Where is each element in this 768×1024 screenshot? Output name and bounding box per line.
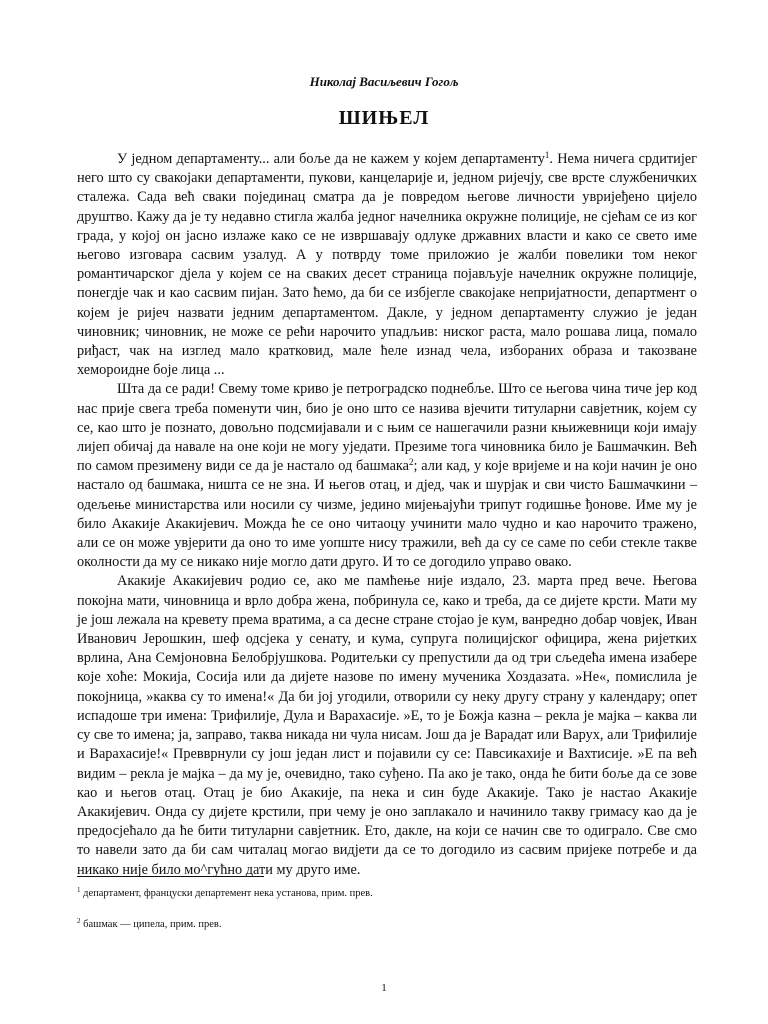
- footnote: [77, 919, 221, 930]
- footnote-mark: 1: [77, 886, 81, 894]
- footnote: [77, 888, 373, 899]
- document-title: ШИЊЕЛ: [338, 107, 430, 129]
- paragraph: [77, 572, 697, 879]
- paragraph: [77, 150, 697, 380]
- paragraph: [77, 380, 697, 572]
- footnote-divider: [77, 876, 264, 877]
- footnote-reference[interactable]: 1: [544, 150, 550, 160]
- paragraph-text: . Нема ничега срдитијег него што су свакојаки департаменти, пукови, канцеларије и, једном ријечју, све врсте службеничких сталежа. Сада већ сваки појединац сматра да је повредом његове личности увријеђено цијело друштво. Кажу да је ту недавно стигла жалба једног начелника окружне полиције, не сјећам се из ког града, у којој он јасно излаже како се не извршавају одлуке државних власти и како се свето име његово изговара сасвим узалуд. А у потврду томе приложио је жалби повелики том неког романтичарског дјела у којем се на сваких десет страница појављује начелник окружне полиције, понегдје чак и као сасвим пијан. Зато ћемо, да би се избјегле свакојаке непријатности, департмент о којем је ријеч назвати једним департаментом. Дакле, у једном департаменту служио је један чиновник; чиновник, не може се рећи нарочито упадљив: ниског раста, мало рошава лица, помало риђаст, чак на изглед мало кратковид, мале ћеле изнад чела, изборaних образа и такозване хемороидне боје лица ...: [77, 151, 697, 379]
- author-name: Николај Васиљевич Гогољ: [309, 74, 459, 89]
- paragraph-text: Акакије Акакијевич родио се, ако ме памћење није издало, 23. марта пред вече. Његова покојна мати, чиновница и врло добра жена, побринула се, како и треба, да се дијете крсти. Мати му је још лежала на кревету према вратима, а са десне стране стојао је кум, ванредно добар човјек, Иван Иванович Јерошкин, шеф одсјека у сенату, и кума, супруга полицијског официра, жена ријетких врлина, Ана Семјоновна Белобрјушкова. Родитељки су препустили да од три сљедећа имена изабере које хоће: Мокија, Сосија или да дијете назове по имену мученика Хоздазата. »Не«, помислила је покојница, »каква су то имена!« Да би јој угодили, отворили су неку другу страну у календару; опет испадоше три имена: Трифилије, Дула и Варахасије. »Е, то је Божја казна – рекла је мајка – каква ли су све то имена; ја, заправо, таква никада ни чула нисам. Још да је Варадат или Варух, али Трифилије и Варахасије!« Превврнули су још један лист и појавили су се: Павсикахије и Вахтисије. »Е па већ видим – рекла је мајка – да му је, очевидно, тако суђено. Па ако је тако, онда ће бити боље да се зове као и његов отац. Отац је био Акакије, па нека и син буде Акакије. Тако је настао Акакије Акакијевич. Онда су дијете крстили, при чему је оно заплакало и начинило такву гримасу као да је предосјећало да ће бити титуларни савјетник. Ето, дакле, на који се начин све то одиграло. Све смо то навели зато да би сам читалац могао видјети да се то догодило из сасвим пријеке потребе и да никако није било мо^гућно дати му друго име.: [77, 573, 697, 878]
- paragraph-text: ; али кад, у које вријеме и на који начин је оно настало од башмака, ништа се не зна. И његов отац, и дјед, чак и шурјак и сви чисто Башмачкини – одељење министарства или носили су чизме, једино мијењајући трипут годишње ђонове. Име му је било Акакије Акакијевич. Можда ће се оно читаоцу учинити мало чудно и као нарочито тражено, али се он може увјерити да оно то име уопште нису тражили, већ да су се саме по себи стекле такве околности да му се никако није могло дати друго. И то се догодило управо овако.: [77, 458, 697, 571]
- page-number: 1: [381, 982, 387, 994]
- paragraph-text: Шта да се ради! Свему томе криво је петроградско поднебље. Што се његова чина тиче јер код нас прије свега треба поменути чин, био је оно што се назива вјечити титуларни савјетник, којем су се, као што је познато, довољно подсмијавали и с њим се нашегачили разни књижевници који имају лијеп обичај да навале на оне који не могу уједати. Презиме тога чиновника било је Башмачкин. Већ по самом презимену види се да је настало од башмака: [77, 381, 697, 475]
- body-text: [77, 150, 697, 880]
- paragraph-text: У једном департаменту... али боље да не кажем у којем департаменту: [117, 151, 545, 167]
- footnote-text: башмак — ципела, прим. прев.: [83, 919, 222, 930]
- footnote-text: департамент, француски департемент нека установа, прим. прев.: [83, 888, 373, 899]
- footnote-mark: 2: [77, 917, 81, 925]
- footnote-reference[interactable]: 2: [409, 457, 414, 468]
